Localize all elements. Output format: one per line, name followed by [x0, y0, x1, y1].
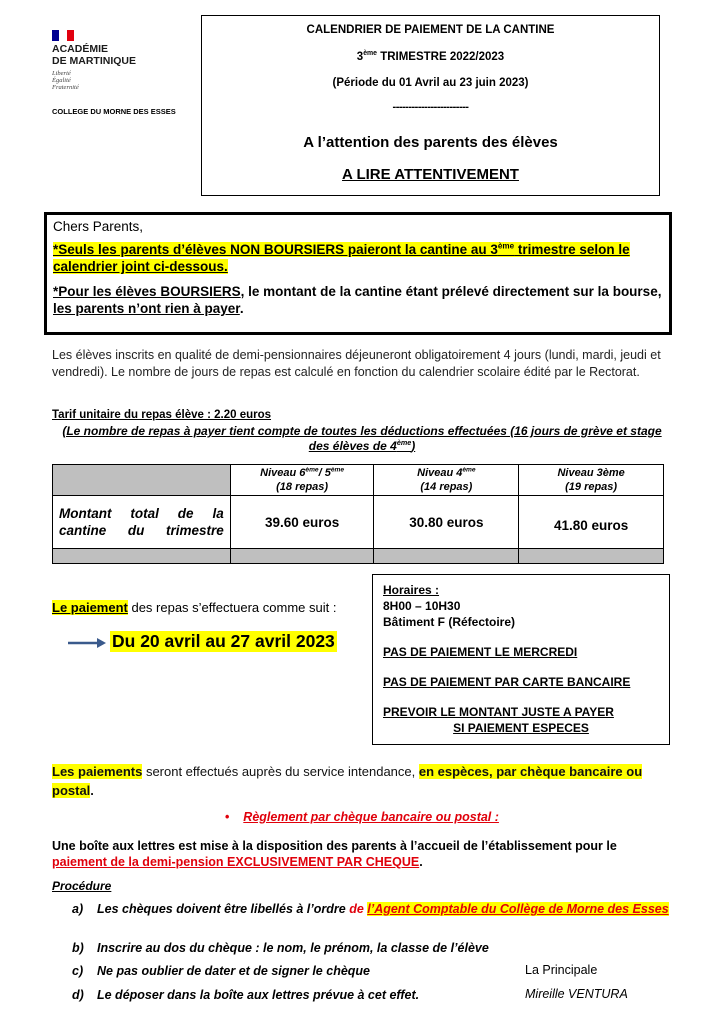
cheque-heading: • Règlement par chèque bancaire ou postal :: [225, 810, 499, 824]
mailbox-paragraph: Une boîte aux lettres est mise à la disposition des parents à l’accueil de l’établissement pour le paiement de la demi-pension EXCLUSIVEMENT PAR CHEQUE.: [52, 839, 617, 869]
unit-price: Tarif unitaire du repas élève : 2.20 euros: [52, 409, 272, 421]
motto-liberte: Liberté: [52, 70, 71, 77]
signatory-name: Mireille VENTURA: [525, 987, 628, 1001]
college-name: COLLEGE DU MORNE DES ESSES: [52, 107, 176, 116]
table-corner-cell: [53, 465, 231, 496]
hours-time: 8H00 – 10H30: [383, 599, 461, 613]
price-note: (Le nombre de repas à payer tient compte de toutes les déductions effectuées (16 jours de grève et stage des élèves de 4ème): [62, 424, 662, 453]
period-line: (Période du 01 Avril au 23 juin 2023): [332, 77, 529, 89]
signatory-role: La Principale: [525, 963, 598, 977]
amount-level-4: 30.80 euros: [374, 496, 519, 549]
doc-title: CALENDRIER DE PAIEMENT DE LA CANTINE: [306, 24, 555, 36]
republic-motto: [52, 70, 162, 91]
header-level-6-5: Niveau 6ème/ 5ème (18 repas): [230, 465, 374, 496]
non-scholarship-notice: *Seuls les parents d’élèves NON BOURSIERS paieront la cantine au 3ème trimestre selon le calendrier joint ci-dessous.: [53, 241, 630, 274]
row-label: Montant total de la cantine du trimestre: [53, 496, 231, 549]
step-d: d) Le déposer dans la boîte aux lettres prévue à cet effet.: [72, 988, 420, 1002]
step-c: c) Ne pas oublier de dater et de signer le chèque: [72, 964, 370, 978]
payment-methods: Les paiements seront effectués auprès du service intendance, en espèces, par chèque bancaire ou postal.: [52, 764, 643, 798]
motto-fraternite: Fraternité: [52, 84, 79, 91]
table-footer-row: [53, 549, 664, 564]
academy-name: [52, 43, 162, 67]
step-a: a) Les chèques doivent être libellés à l’ordre de l’Agent Comptable du Collège de Morne des Esses: [72, 902, 669, 916]
trimester-line: 3ème TRIMESTRE 2022/2023: [356, 50, 505, 63]
no-wednesday-payment: PAS DE PAIEMENT LE MERCREDI: [383, 645, 578, 659]
hours-place: Bâtiment F (Réfectoire): [383, 615, 516, 629]
academy-name-line1: ACADÉMIE: [52, 43, 109, 55]
notice-box: [44, 212, 672, 335]
amount-level-3: 41.80 euros: [519, 496, 664, 549]
arrow-right-icon: [68, 637, 106, 649]
marianne-flag-icon: [52, 30, 74, 41]
read-carefully-heading: A LIRE ATTENTIVEMENT: [342, 166, 519, 183]
attention-heading: A l’attention des parents des élèves: [303, 134, 558, 151]
header-level-3: Niveau 3ème (19 repas): [519, 465, 664, 496]
no-card-payment: PAS DE PAIEMENT PAR CARTE BANCAIRE: [383, 675, 631, 689]
payment-lead: Le paiement des repas s’effectuera comme suit :: [52, 600, 337, 615]
motto-egalite: Égalité: [52, 77, 71, 84]
step-b: b) Inscrire au dos du chèque : le nom, le prénom, la classe de l’élève: [72, 941, 489, 955]
academy-logo: [52, 30, 162, 91]
amount-level-6-5: 39.60 euros: [230, 496, 374, 549]
academy-name-line2: DE MARTINIQUE: [52, 55, 136, 67]
hours-box: [372, 574, 670, 745]
tariff-table: [52, 464, 664, 564]
header-level-4: Niveau 4ème (14 repas): [374, 465, 519, 496]
table-row: [53, 496, 664, 549]
payment-dates: Du 20 avril au 27 avril 2023: [112, 631, 335, 651]
scholarship-notice: *Pour les élèves BOURSIERS, le montant de la cantine étant prélevé directement sur la bourse, les parents n’ont rien à payer.: [53, 284, 662, 316]
exact-amount-line2: SI PAIEMENT ESPECES: [453, 721, 589, 735]
greeting: Chers Parents,: [53, 219, 144, 234]
header-divider: ------------------------: [392, 101, 469, 113]
intro-paragraph: Les élèves inscrits en qualité de demi-pensionnaires déjeuneront obligatoirement 4 jours (lundi, mardi, jeudi et vendredi). Le nombre de jours de repas est calculé en fonction du calendrier scolaire édité par le Rectorat.: [52, 348, 661, 379]
exact-amount-line1: PREVOIR LE MONTANT JUSTE A PAYER: [383, 705, 614, 719]
table-header-row: [53, 465, 664, 496]
procedure-heading: Procédure: [52, 879, 112, 893]
header-box: [201, 15, 660, 196]
hours-title: Horaires :: [383, 583, 440, 597]
